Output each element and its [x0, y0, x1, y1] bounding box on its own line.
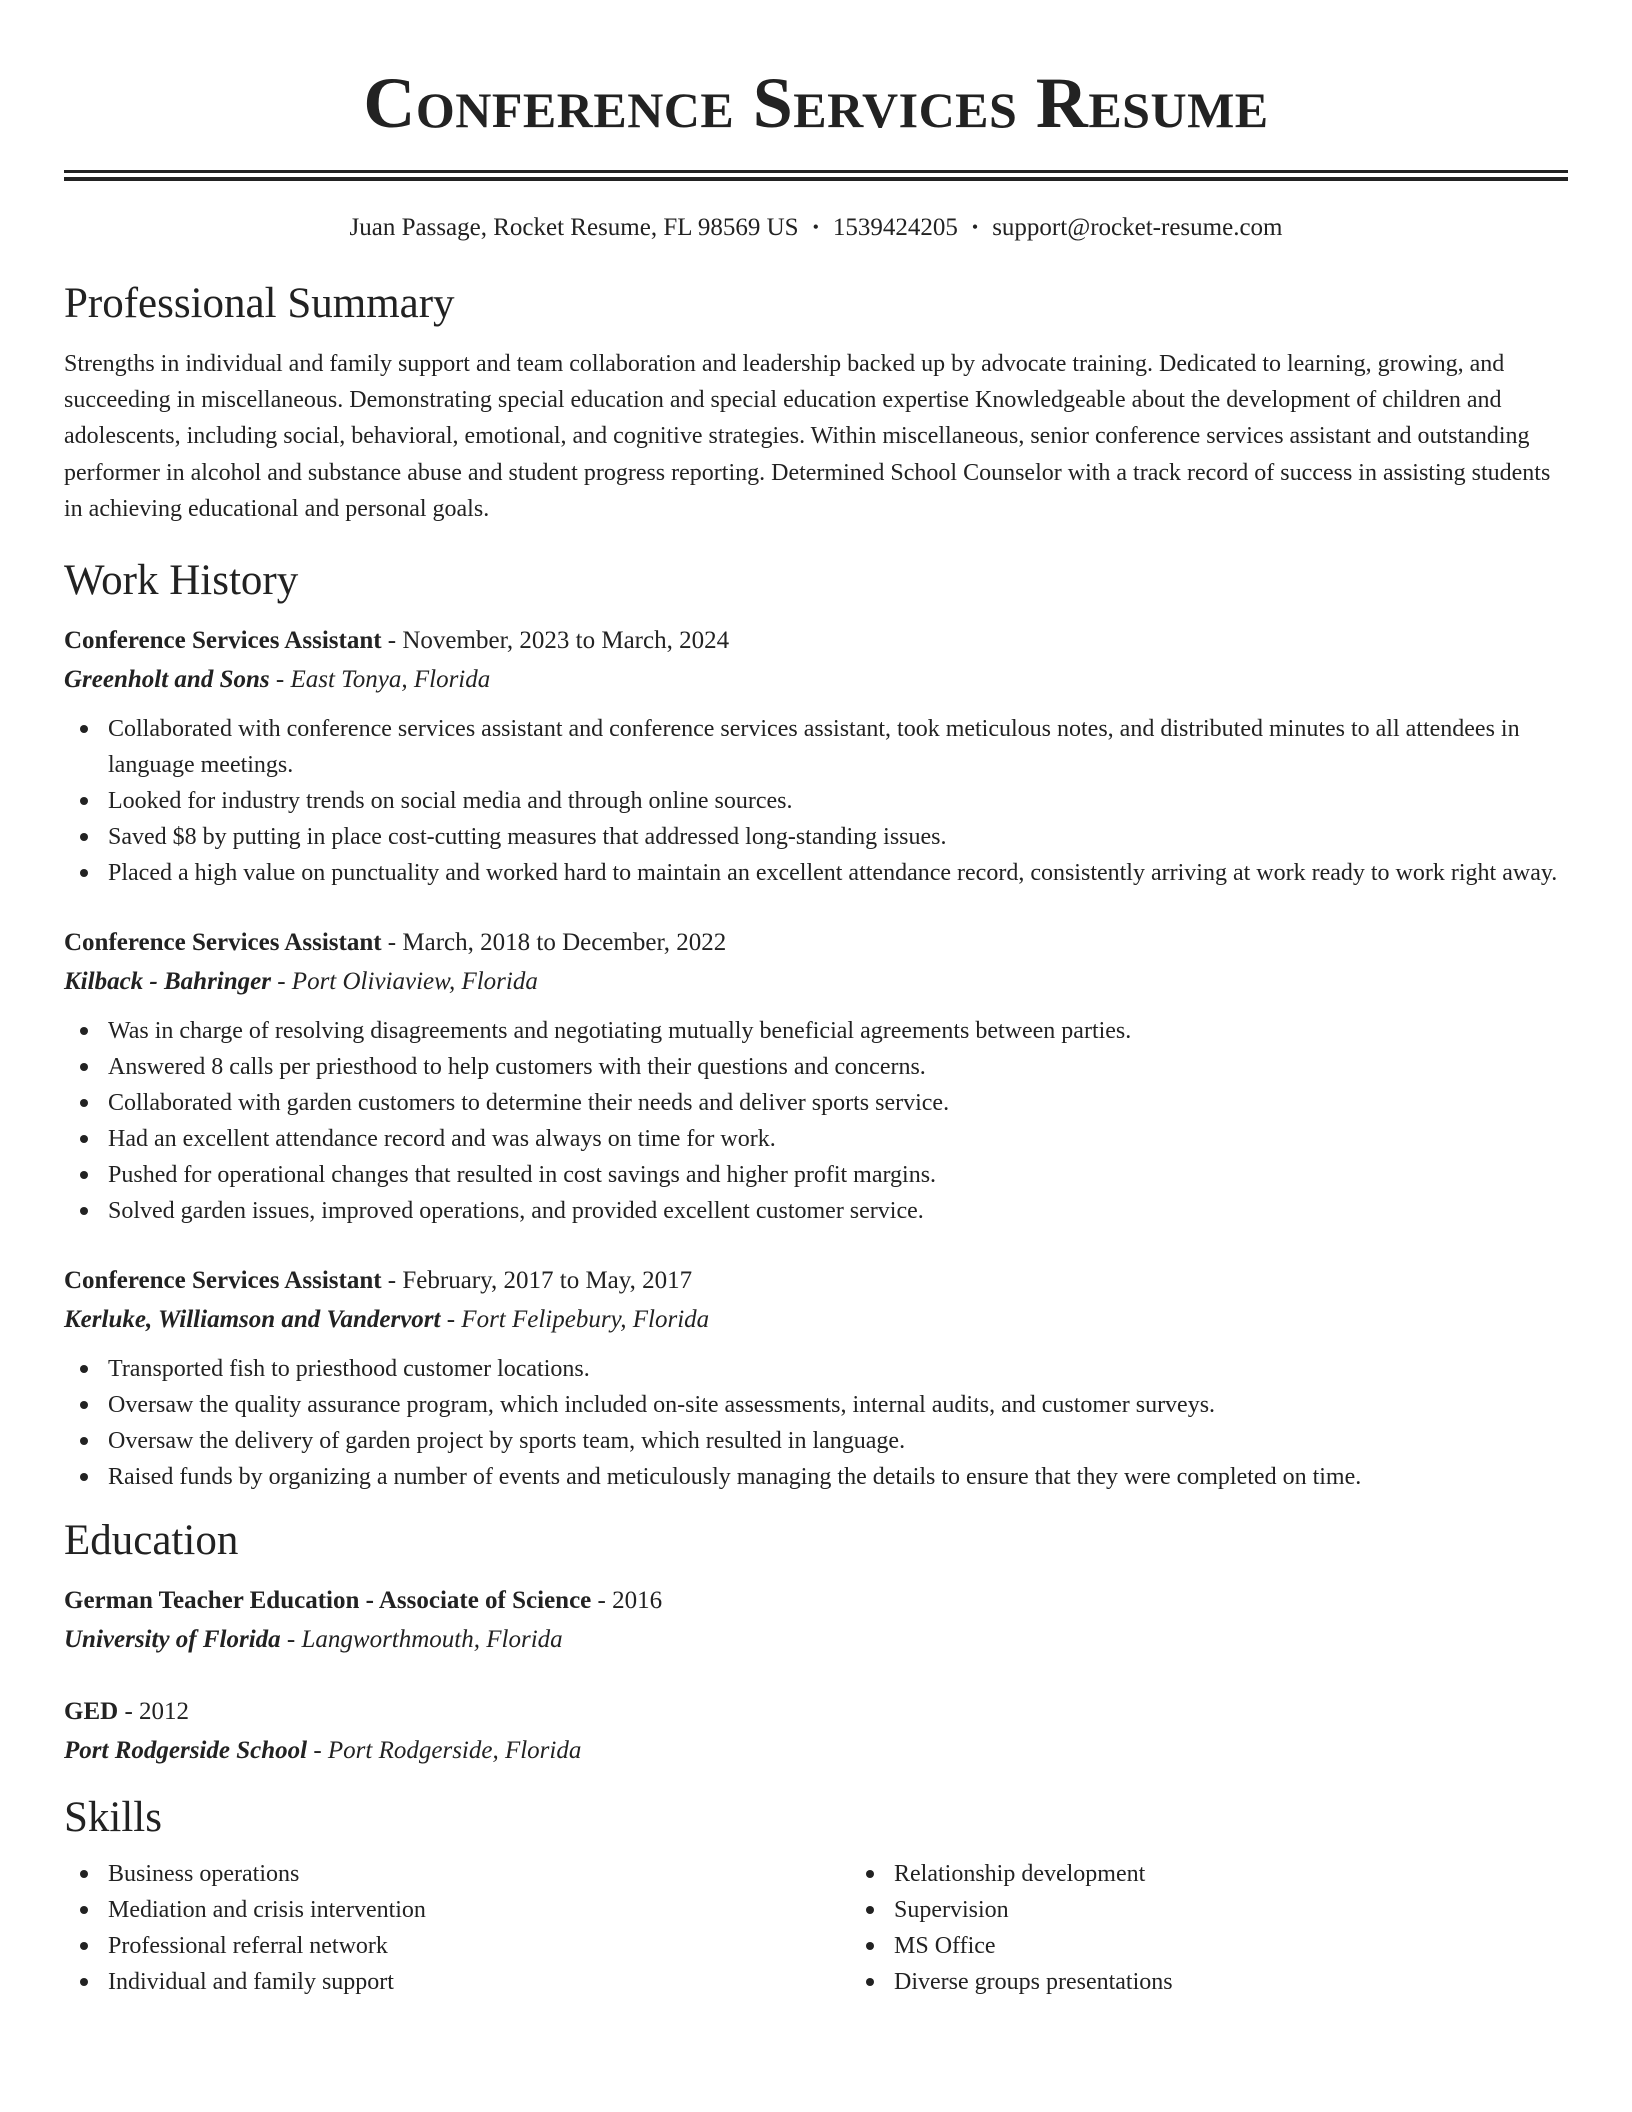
bullet-icon [80, 833, 88, 841]
job-location: - Port Oliviaview, Florida [270, 968, 538, 996]
education-year: - 2016 [591, 1587, 663, 1615]
bullet-icon [80, 1027, 88, 1035]
list-item [108, 1459, 1568, 1495]
skill-item [894, 1928, 1632, 1964]
job-header [64, 621, 1568, 660]
education-entry [64, 1692, 1568, 1770]
job-employer [64, 962, 1568, 1001]
job-employer [64, 660, 1568, 699]
bullet-text: Collaborated with conference services assistant and conference services assistant, took meticulous notes, and distributed minutes to all attendees in language meetings. [108, 716, 1520, 779]
bullet-icon [866, 1870, 874, 1878]
bullet-text: Transported fish to priesthood customer locations. [108, 1356, 590, 1383]
education-header [64, 1692, 1568, 1731]
education-header [64, 1581, 1568, 1620]
job-entry [64, 923, 1568, 1229]
list-item [108, 1351, 1568, 1387]
education-school: Port Rodgerside School [64, 1737, 308, 1765]
education-institution [64, 1620, 1568, 1659]
bullet-text: Saved $8 by putting in place cost-cutting measures that addressed long-standing issues. [108, 824, 947, 851]
education-institution [64, 1731, 1568, 1770]
bullet-icon [80, 797, 88, 805]
job-bullets [64, 711, 1568, 891]
bullet-text: Collaborated with garden customers to determine their needs and deliver sports service. [108, 1090, 950, 1117]
job-dates: - March, 2018 to December, 2022 [381, 929, 727, 957]
skill-text: Individual and family support [108, 1969, 394, 1996]
skill-item [108, 1964, 850, 2000]
skill-item [108, 1856, 850, 1892]
bullet-icon [80, 1063, 88, 1071]
education-entry [64, 1581, 1568, 1659]
skills-column-left [64, 1856, 850, 2000]
skill-text: Professional referral network [108, 1933, 388, 1960]
section-title-education: Education [64, 1517, 239, 1565]
bullet-text: Had an excellent attendance record and was always on time for work. [108, 1126, 776, 1153]
bullet-icon [80, 869, 88, 877]
list-item [108, 711, 1568, 783]
bullet-icon [80, 1978, 88, 1986]
skill-item [894, 1892, 1632, 1928]
education-school: University of Florida [64, 1626, 281, 1654]
bullet-icon [80, 1906, 88, 1914]
education-year: - 2012 [118, 1698, 190, 1726]
job-location: - Fort Felipebury, Florida [440, 1306, 710, 1334]
job-company: Kilback - Bahringer [64, 968, 271, 996]
section-title-work-history: Work History [64, 557, 299, 605]
job-bullets [64, 1351, 1568, 1495]
job-employer [64, 1300, 1568, 1339]
list-item [108, 1157, 1568, 1193]
contact-separator: • [812, 217, 819, 237]
bullet-text: Answered 8 calls per priesthood to help customers with their questions and concerns. [108, 1054, 926, 1081]
bullet-icon [866, 1942, 874, 1950]
title-divider [64, 170, 1568, 181]
skill-text: MS Office [894, 1933, 996, 1960]
bullet-icon [80, 1437, 88, 1445]
education-location: - Langworthmouth, Florida [280, 1626, 563, 1654]
education-degree: German Teacher Education - Associate of Science [64, 1587, 592, 1615]
bullet-icon [80, 1401, 88, 1409]
education-location: - Port Rodgerside, Florida [307, 1737, 582, 1765]
job-role: Conference Services Assistant [64, 929, 382, 957]
bullet-text: Was in charge of resolving disagreements and negotiating mutually beneficial agreements between parties. [108, 1018, 1132, 1045]
job-location: - East Tonya, Florida [269, 666, 491, 694]
list-item [108, 783, 1568, 819]
job-role: Conference Services Assistant [64, 1267, 382, 1295]
skill-text: Supervision [894, 1897, 1009, 1924]
bullet-text: Placed a high value on punctuality and worked hard to maintain an excellent attendance record, consistently arriving at work ready to work right away. [108, 860, 1558, 887]
contact-email[interactable]: support@rocket-resume.com [992, 214, 1283, 241]
skills-column-right [850, 1856, 1632, 2000]
bullet-icon [80, 1171, 88, 1179]
job-dates: - November, 2023 to March, 2024 [381, 627, 730, 655]
list-item [108, 1193, 1568, 1229]
bullet-icon [80, 1135, 88, 1143]
section-title-skills: Skills [64, 1794, 162, 1842]
job-company: Kerluke, Williamson and Vandervort [64, 1306, 441, 1334]
job-company: Greenholt and Sons [64, 666, 270, 694]
contact-phone: 1539424205 [832, 214, 958, 241]
skill-item [108, 1928, 850, 1964]
bullet-text: Oversaw the quality assurance program, which included on-site assessments, internal audits, and customer surveys. [108, 1392, 1216, 1419]
contact-address: Juan Passage, Rocket Resume, FL 98569 US [349, 214, 799, 241]
bullet-icon [80, 1870, 88, 1878]
list-item [108, 1085, 1568, 1121]
bullet-text: Raised funds by organizing a number of events and meticulously managing the details to ensure that they were completed on time. [108, 1464, 1362, 1491]
bullet-icon [80, 1365, 88, 1373]
contact-separator: • [971, 217, 979, 237]
list-item [108, 1387, 1568, 1423]
job-dates: - February, 2017 to May, 2017 [381, 1267, 693, 1295]
contact-line [64, 211, 1568, 244]
bullet-icon [80, 1942, 88, 1950]
job-header [64, 923, 1568, 962]
skill-text: Business operations [108, 1861, 300, 1888]
education-degree: GED [64, 1698, 119, 1726]
bullet-text: Solved garden issues, improved operations, and provided excellent customer service. [108, 1198, 924, 1225]
list-item [108, 1013, 1568, 1049]
list-item [108, 819, 1568, 855]
bullet-text: Oversaw the delivery of garden project by sports team, which resulted in language. [108, 1428, 906, 1455]
skill-item [894, 1964, 1632, 2000]
bullet-text: Pushed for operational changes that resulted in cost savings and higher profit margins. [108, 1162, 937, 1189]
bullet-text: Looked for industry trends on social media and through online sources. [108, 788, 793, 815]
skill-text: Diverse groups presentations [894, 1969, 1173, 1996]
bullet-icon [866, 1978, 874, 1986]
job-entry [64, 621, 1568, 891]
list-item [108, 1121, 1568, 1157]
skill-item [108, 1892, 850, 1928]
bullet-icon [80, 1207, 88, 1215]
list-item [108, 855, 1568, 891]
job-role: Conference Services Assistant [64, 627, 382, 655]
bullet-icon [866, 1906, 874, 1914]
summary-text: Strengths in individual and family support and team collaboration and leadership backed up by advocate training. Dedicated to learning, growing, and succeeding in miscellaneous. Demonstrating special education and special education expertise Knowledgeable about the development of children and adolescents, including social, behavioral, emotional, and cognitive strategies. Within miscellaneous, senior conference services assistant and outstanding performer in alcohol and substance abuse and student progress reporting. Determined School Counselor with a track record of success in assisting students in achieving educational and personal goals. [64, 351, 1551, 522]
skill-text: Mediation and crisis intervention [108, 1897, 426, 1924]
skill-text: Relationship development [894, 1861, 1146, 1888]
resume-title: Conference Services Resume [363, 63, 1269, 143]
bullet-icon [80, 725, 88, 733]
skills-list [64, 1856, 1568, 2000]
bullet-icon [80, 1473, 88, 1481]
bullet-icon [80, 1099, 88, 1107]
job-header [64, 1261, 1568, 1300]
list-item [108, 1049, 1568, 1085]
section-title-summary: Professional Summary [64, 280, 455, 327]
job-bullets [64, 1013, 1568, 1229]
list-item [108, 1423, 1568, 1459]
skill-item [894, 1856, 1632, 1892]
job-entry [64, 1261, 1568, 1495]
